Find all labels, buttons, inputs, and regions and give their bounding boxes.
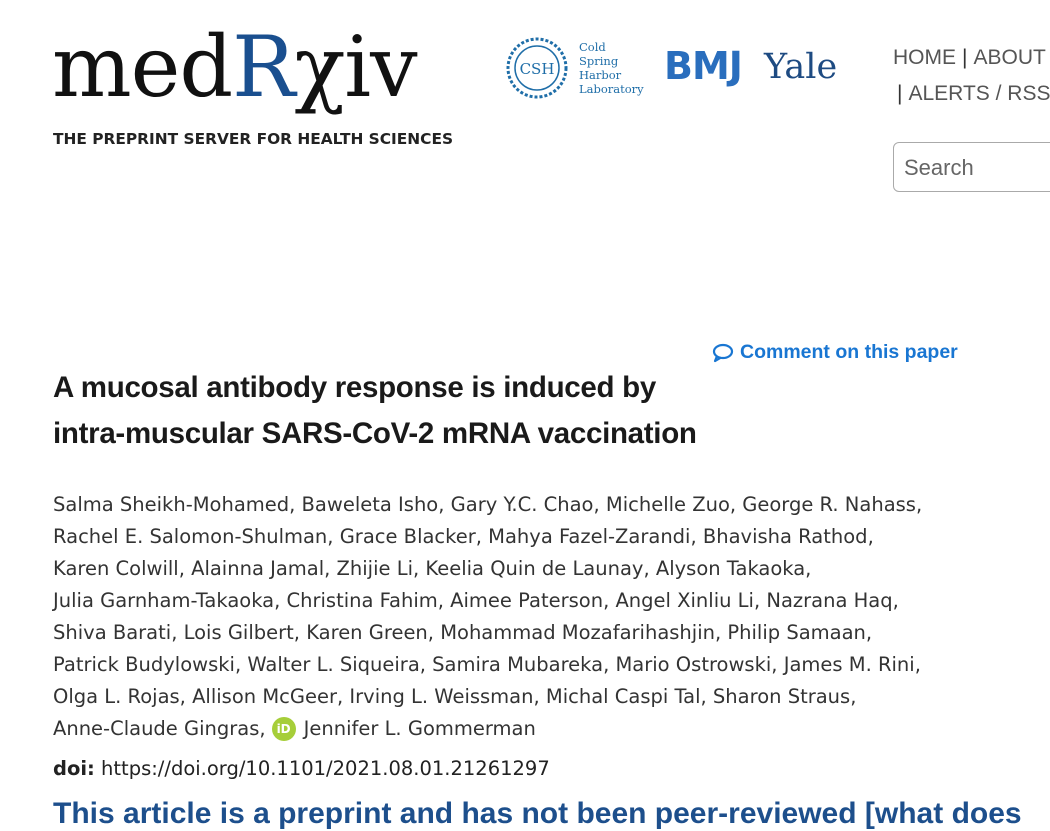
search-box	[893, 142, 1050, 192]
doi-label: doi:	[53, 757, 95, 780]
nav-separator: |	[962, 46, 968, 69]
author-line: Olga L. Rojas, Allison McGeer, Irving L. Weissman, Michal Caspi Tal, Sharon Straus,	[53, 685, 857, 708]
csh-badge-icon	[505, 36, 569, 100]
article-title: A mucosal antibody response is induced by intra-muscular SARS-CoV-2 mRNA vaccination	[53, 371, 697, 450]
author-line: Rachel E. Salomon-Shulman, Grace Blacker, Mahya Fazel-Zarandi, Bhavisha Rathod,	[53, 525, 874, 548]
author-name: Anne-Claude Gingras,	[53, 717, 266, 740]
medrxiv-logo[interactable]	[52, 18, 454, 152]
author-line	[53, 713, 993, 745]
comment-link-label: Comment on this paper	[740, 341, 958, 363]
doi-line	[53, 757, 550, 780]
nav-separator: |	[897, 82, 903, 105]
orcid-icon[interactable]: iD	[272, 717, 296, 741]
author-line: Salma Sheikh-Mohamed, Baweleta Isho, Gary Y.C. Chao, Michelle Zuo, George R. Nahass,	[53, 493, 923, 516]
nav-home[interactable]: HOME	[893, 46, 956, 69]
nav-alerts-rss[interactable]: ALERTS / RSS	[908, 82, 1050, 105]
author-line: Julia Garnham-Takaoka, Christina Fahim, Aimee Paterson, Angel Xinliu Li, Nazrana Haq,	[53, 589, 899, 612]
author-line: Karen Colwill, Alainna Jamal, Zhijie Li, Keelia Quin de Launay, Alyson Takaoka,	[53, 557, 812, 580]
author-line: Patrick Budylowski, Walter L. Siqueira, Samira Mubareka, Mario Ostrowski, James M. Rini,	[53, 653, 921, 676]
logo-tagline: THE PREPRINT SERVER FOR HEALTH SCIENCES	[53, 130, 454, 148]
yale-logo[interactable]: Yale	[764, 47, 838, 87]
author-name: Jennifer L. Gommerman	[303, 717, 536, 740]
bmj-logo[interactable]: BMJ	[664, 44, 742, 88]
search-input[interactable]	[894, 143, 1050, 193]
logo-wordmark: medRχiv	[52, 18, 417, 116]
comment-on-paper-link[interactable]	[712, 341, 958, 364]
author-line: Shiva Barati, Lois Gilbert, Karen Green, Mohammad Mozafarihashjin, Philip Samaan,	[53, 621, 873, 644]
top-nav	[893, 40, 1050, 112]
nav-about[interactable]: ABOUT	[973, 46, 1046, 69]
csh-logo[interactable]	[505, 36, 644, 100]
author-list	[53, 489, 993, 745]
preprint-notice-banner: This article is a preprint and has not been peer-reviewed [what does	[53, 797, 1022, 830]
comment-bubble-icon	[712, 343, 734, 363]
svg-text:CSH: CSH	[519, 60, 555, 78]
doi-link[interactable]: https://doi.org/10.1101/2021.08.01.21261297	[101, 757, 550, 780]
csh-name: Cold Spring Harbor Laboratory	[579, 40, 644, 96]
